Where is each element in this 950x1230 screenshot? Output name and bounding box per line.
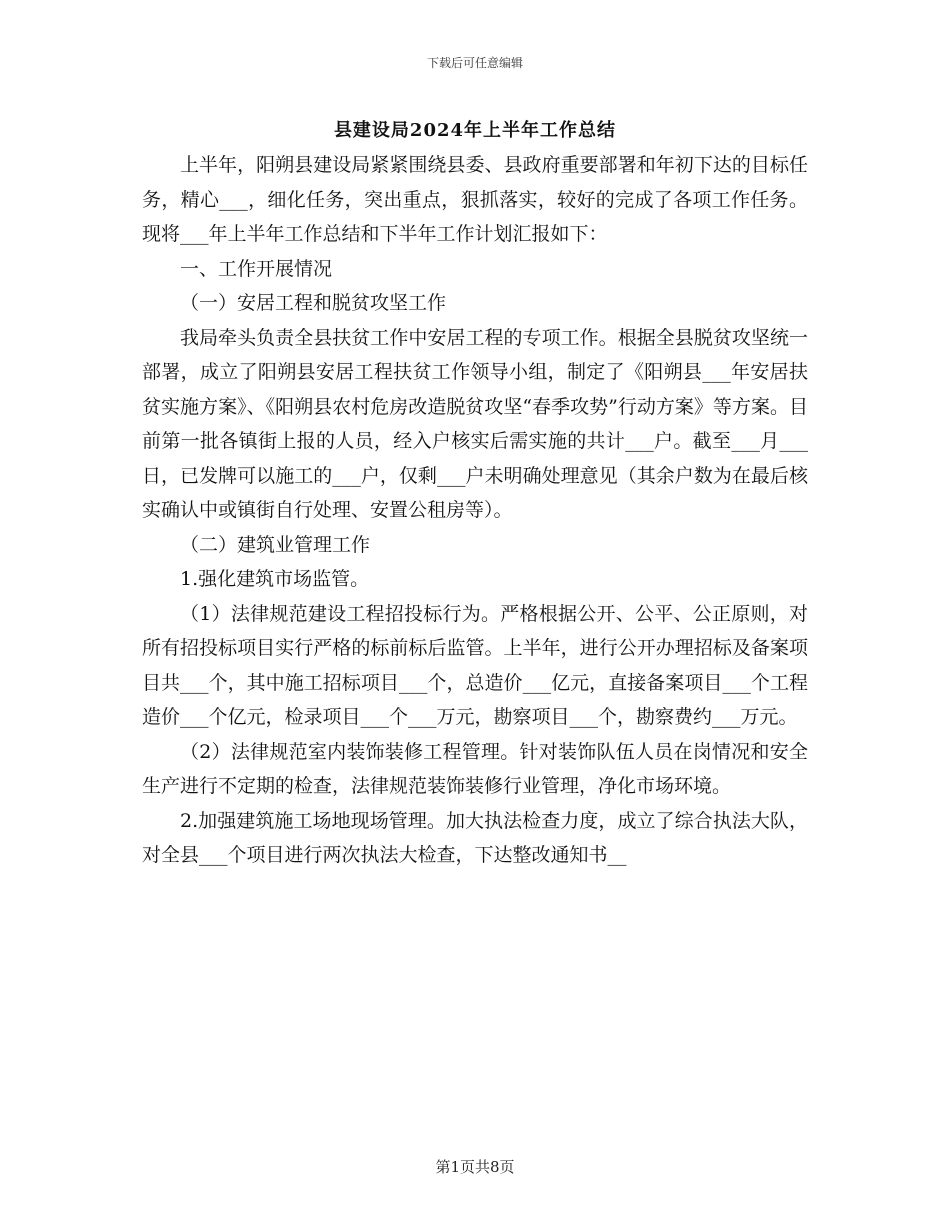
document-title: 县建设局2024年上半年工作总结	[333, 120, 617, 141]
subsection-heading-housing-poverty: （一）安居工程和脱贫攻坚工作	[180, 292, 447, 314]
section-heading-work-status: 一、工作开展情况	[180, 257, 333, 280]
paragraph-site-management: 2.加强建筑施工场地现场管理。加大执法检查力度，成立了综合执法大队，对全县___个项目进行两次执法大检查，下达整改通知书__	[142, 809, 808, 866]
item-heading-market-supervision: 1.强化建筑市场监管。	[180, 568, 370, 590]
paragraph-intro: 上半年，阳朔县建设局紧紧围绕县委、县政府重要部署和年初下达的目标任务，精心___，细化任务，突出重点，狠抓落实，较好的完成了各项工作任务。现将___年上半年工作总结和下半年工作计划汇报如下：	[142, 154, 808, 245]
header-note: 下载后可任意编辑	[426, 56, 523, 70]
paragraph-housing-poverty: 我局牵头负责全县扶贫工作中安居工程的专项工作。根据全县脱贫攻坚统一部署，成立了阳朔县安居工程扶贫工作领导小组，制定了《阳朔县___年安居扶贫实施方案》、《阳朔县农村危房改造脱贫攻坚“春季攻势”行动方案》等方案。目前第一批各镇街上报的人员，经入户核实后需实施的共计___户。截至___月___日，已发牌可以施工的___户，仅剩___户未明确处理意见（其余户数为在最后核实确认中或镇街自行处理、安置公租房等）。	[142, 326, 808, 521]
document-body	[142, 148, 808, 873]
paragraph-decoration-management: （2）法律规范室内装饰装修工程管理。针对装饰队伍人员在岗情况和安全生产进行不定期的检查，法律规范装饰装修行业管理，净化市场环境。	[142, 740, 808, 797]
page-number: 第1页共8页	[435, 1158, 515, 1176]
subsection-heading-construction-management: （二）建筑业管理工作	[180, 533, 371, 556]
paragraph-bidding-regulation: （1）法律规范建设工程招投标行为。严格根据公开、公平、公正原则，对所有招投标项目实行严格的标前标后监管。上半年，进行公开办理招标及备案项目共___个，其中施工招标项目___个，总造价___亿元，直接备案项目___个工程造价___个亿元，检录项目___个___万元，勘察项目___个，勘察费约___万元。	[142, 602, 808, 728]
